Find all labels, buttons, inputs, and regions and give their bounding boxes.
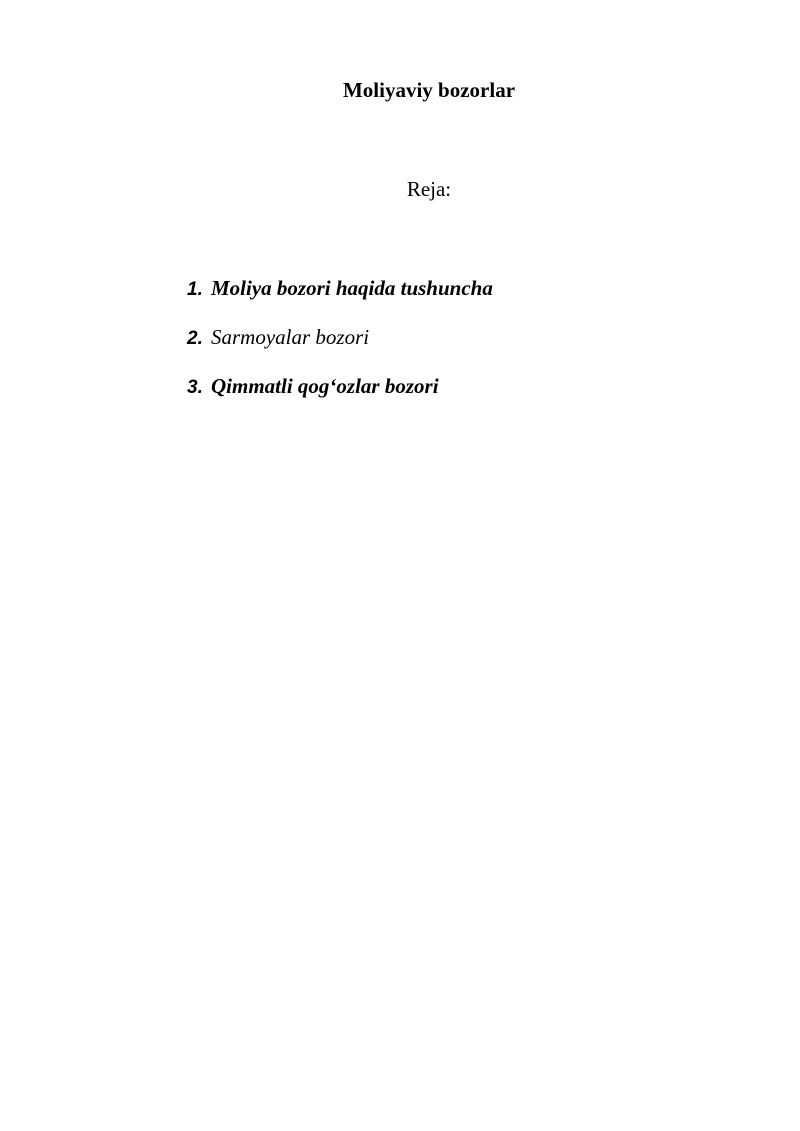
plan-item-2: [187, 325, 493, 349]
document-title: Moliyaviy bozorlar: [342, 78, 516, 102]
plan-item-1: [187, 276, 493, 300]
plan-list: [187, 276, 493, 423]
plan-item-number: 2.: [187, 328, 203, 349]
plan-heading: Reja:: [406, 177, 452, 201]
plan-item-3: [187, 374, 493, 398]
plan-item-text: Sarmoyalar bozori: [211, 325, 370, 349]
plan-item-text: Moliya bozori haqida tushuncha: [211, 276, 493, 300]
plan-item-number: 3.: [187, 377, 203, 398]
plan-item-number: 1.: [187, 279, 203, 300]
plan-item-text: Qimmatli qog‘ozlar bozori: [211, 374, 439, 398]
